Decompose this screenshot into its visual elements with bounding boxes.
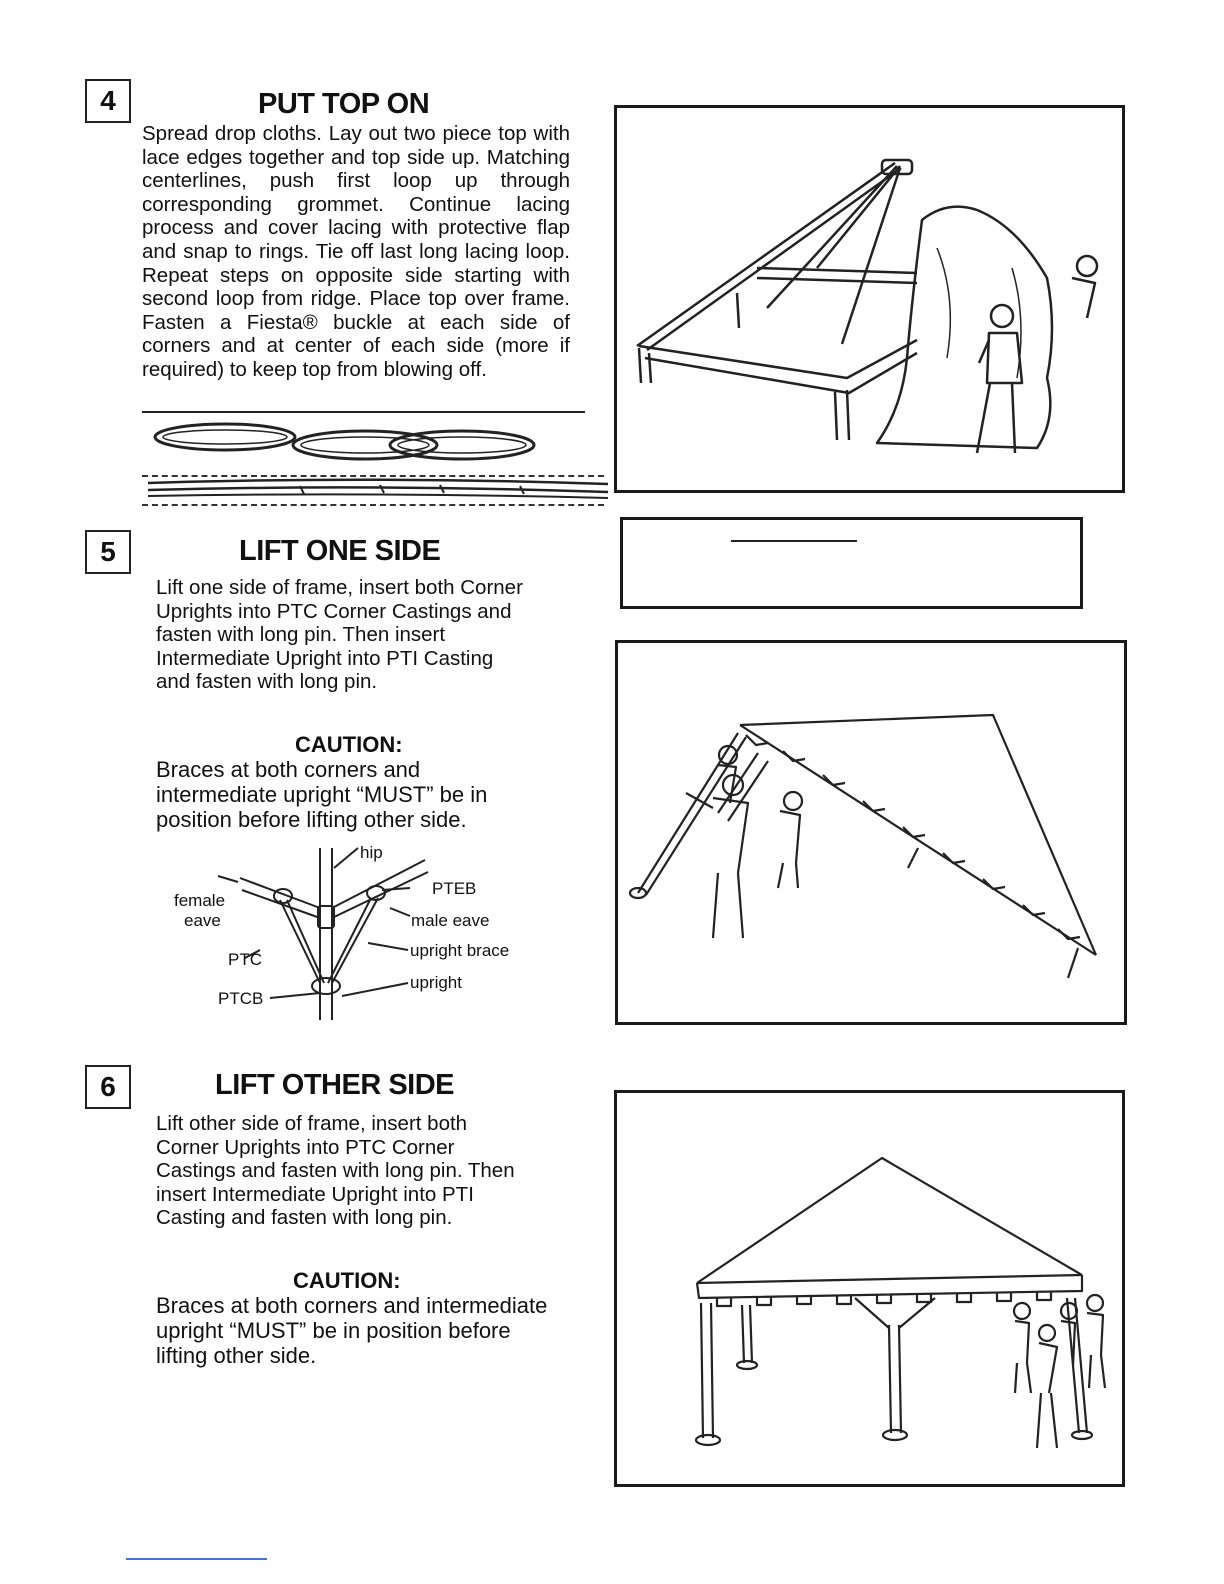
step-5-title: LIFT ONE SIDE <box>239 535 441 567</box>
step-6-illustration-frame <box>614 1090 1125 1487</box>
step-5-number: 5 <box>85 530 131 574</box>
step-4-title: PUT TOP ON <box>258 88 430 120</box>
label-ptcb: PTCB <box>218 989 264 1008</box>
label-upright-brace: upright brace <box>410 941 510 960</box>
step-6-title: LIFT OTHER SIDE <box>215 1069 454 1101</box>
step-6-caution-text: Braces at both corners and intermediate upright “MUST” be in position before lifting other side. <box>156 1293 548 1368</box>
lacing-dash-bottom <box>142 504 604 506</box>
step-5-caution-text: Braces at both corners and intermediate upright “MUST” be in position before lifting other side. <box>156 757 488 832</box>
step-5-illustration-frame <box>615 640 1127 1025</box>
frame-assembly-drawing <box>617 108 1122 490</box>
step-4-number: 4 <box>85 79 131 123</box>
label-hip: hip <box>360 843 383 862</box>
step-6-text: Lift other side of frame, insert both Corner Uprights into PTC Corner Castings and fasten with long pin. Then insert Intermediate Upright into PTI Casting and fasten with long pin. <box>156 1112 515 1230</box>
step-4-text: Spread drop cloths. Lay out two piece top with lace edges together and top side up. Matching centerlines, push first loop up through corresponding grommet. Continue lacing process and cover lacing with protective flap and snap to rings. Tie off last long lacing loop. Repeat steps on opposite side starting with second loop from ridge. Place top over frame. Fasten a Fiesta® buckle at each side of corners and at center of each side (more if required) to keep top from blowing off. <box>142 122 570 381</box>
lift-one-side-drawing <box>618 643 1124 1022</box>
step-4-illustration-frame <box>614 105 1125 493</box>
step-6-number: 6 <box>85 1065 131 1109</box>
note-box <box>620 517 1083 609</box>
note-box-underline <box>731 540 857 542</box>
step-5-caution-title: CAUTION: <box>295 732 403 757</box>
step-6-caution-title: CAUTION: <box>293 1268 401 1293</box>
tent-standing-drawing <box>617 1093 1122 1484</box>
lacing-loops-illustration <box>140 418 610 510</box>
footer-rule <box>126 1558 267 1560</box>
label-female-line2: eave <box>184 911 221 930</box>
label-upright: upright <box>410 973 462 992</box>
label-pteb: PTEB <box>432 879 477 898</box>
label-ptc: PTC <box>228 950 262 969</box>
lacing-dash-top <box>142 475 604 477</box>
label-male-eave: male eave <box>411 911 490 930</box>
step-4-divider <box>142 411 585 413</box>
corner-parts-diagram <box>170 838 540 1023</box>
label-female-line1: female <box>174 891 226 910</box>
step-5-text: Lift one side of frame, insert both Corner Uprights into PTC Corner Castings and fasten with long pin. Then insert Intermediate Upright into PTI Casting and fasten with long pin. <box>156 576 523 694</box>
